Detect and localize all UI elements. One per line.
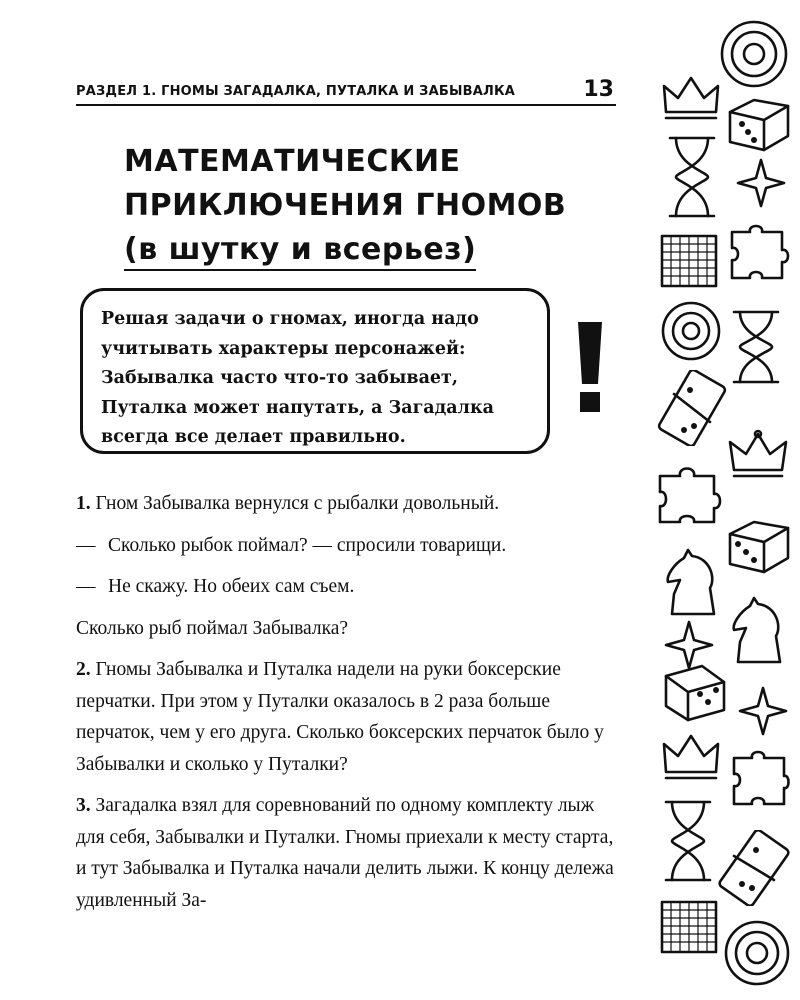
target-icon	[660, 300, 722, 362]
star-icon	[738, 686, 788, 736]
problem-3	[76, 790, 616, 916]
chapter-title	[124, 140, 624, 272]
grid-board-icon	[658, 898, 720, 956]
chess-knight-icon	[658, 548, 724, 620]
crown-icon	[726, 428, 790, 480]
problem-1-number: 1.	[76, 493, 91, 514]
puzzle-icon	[728, 748, 792, 810]
hourglass-icon	[728, 306, 784, 388]
crown-icon	[660, 730, 722, 782]
problem-1-text: Гном Забывалка вернулся с рыбалки довольный.	[90, 493, 500, 514]
dice-icon	[724, 514, 794, 576]
problem-3-text: Загадалка взял для соревнований по одному комплекту лыж для себя, Забывалки и Путалки. Гномы приехали к месту старта, и тут Забывалка и Путалка начали делить лыжи. К концу дележа удивленный За-	[76, 795, 614, 911]
problem-2-text: Гномы Забывалка и Путалка надели на руки боксерские перчатки. При этом у Путалки оказалось в 2 раза больше перчаток, чем у его друга. Сколько боксерских перчаток было у Забывалки и сколько у Путалки?	[76, 659, 604, 775]
problems-body	[76, 488, 616, 916]
target-icon	[722, 918, 792, 988]
problem-1-intro	[76, 488, 616, 520]
hourglass-icon	[664, 132, 720, 222]
grid-board-icon	[658, 232, 720, 290]
domino-icon	[654, 370, 730, 446]
dash: —	[76, 576, 96, 597]
target-icon	[718, 18, 790, 90]
exclamation-icon	[570, 322, 610, 414]
decorative-sidebar	[640, 0, 800, 1000]
puzzle-icon	[654, 462, 724, 528]
crown-icon	[660, 72, 722, 122]
note-box	[80, 288, 550, 454]
page-number: 13	[583, 77, 614, 102]
dialog-line: Сколько рыбок поймал? — спросили товарищи.	[108, 534, 507, 556]
chapter-subtitle: (в шутку и всерьез)	[124, 231, 476, 271]
problem-1-question: Сколько рыб поймал Забывалка?	[76, 617, 349, 639]
dash: —	[76, 534, 96, 556]
problem-2-number: 2.	[76, 659, 91, 680]
hourglass-icon	[660, 796, 716, 886]
star-icon	[736, 158, 786, 208]
running-title: РАЗДЕЛ 1. ГНОМЫ ЗАГАДАЛКА, ПУТАЛКА И ЗАБЫВАЛКА	[76, 84, 516, 99]
chess-knight-icon	[728, 596, 790, 668]
note-text: Решая задачи о гномах, иногда надо учитывать характеры персонажей: Забывалка часто что-то забывает, Путалка может напутать, а Загадалка всегда все делает правильно.	[101, 309, 494, 447]
problem-1-dialog-1	[76, 530, 616, 562]
dialog-line: Не скажу. Но обеих сам съем.	[108, 576, 355, 597]
dice-icon	[658, 660, 730, 724]
dice-icon	[724, 92, 794, 154]
problem-3-number: 3.	[76, 795, 91, 816]
running-head	[76, 76, 616, 106]
domino-icon	[716, 830, 792, 906]
chapter-title-line2: ПРИКЛЮЧЕНИЯ ГНОМОВ	[124, 188, 567, 223]
problem-1-dialog-2	[76, 571, 616, 603]
problem-2	[76, 654, 616, 780]
puzzle-icon	[726, 222, 792, 284]
chapter-title-line1: МАТЕМАТИЧЕСКИЕ	[124, 144, 461, 179]
